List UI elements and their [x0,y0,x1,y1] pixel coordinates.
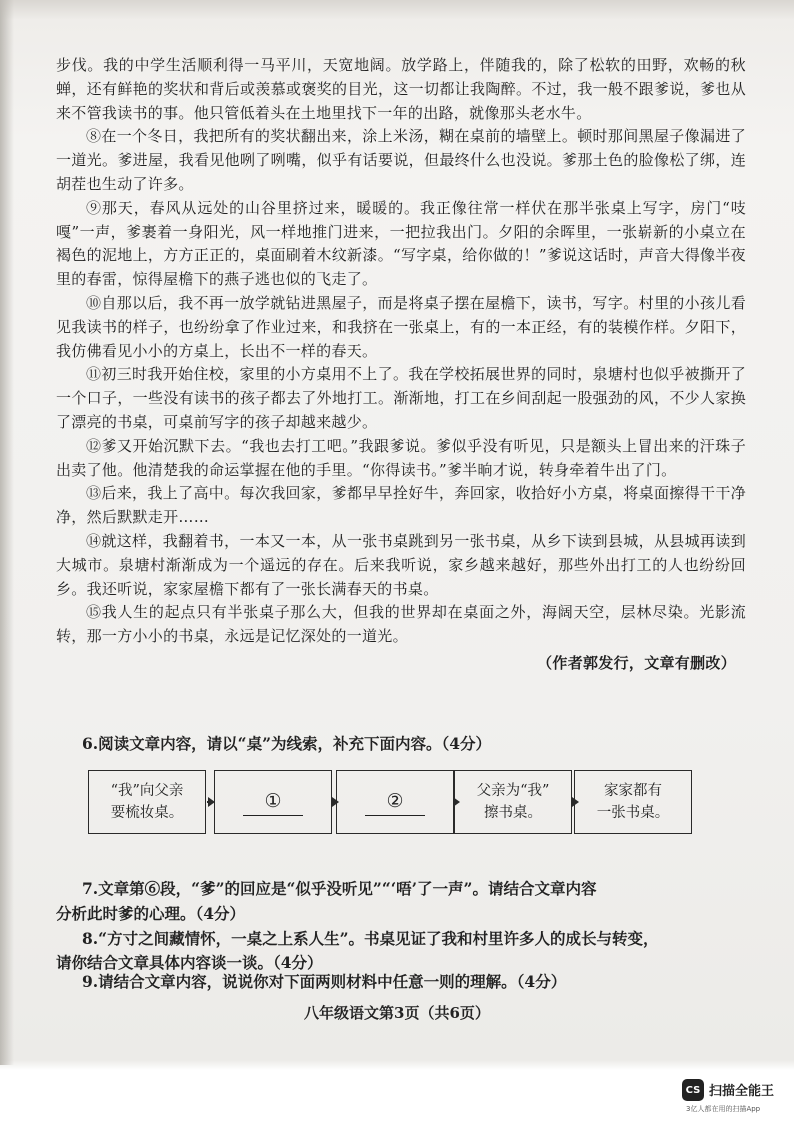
flow-box-4 [454,770,572,834]
flowchart [88,770,738,836]
scanner-watermark [682,1077,792,1117]
flow-box-5 [574,770,692,834]
flow-box-1-line-2: 要梳妆桌。 [110,805,184,821]
flow-box-1-line-1: “我”向父亲 [110,783,184,799]
flow-box-5-line-1: 家家都有 [604,783,662,799]
paragraph-15: ⑮我人生的起点只有半张桌子那么大，但我的世界却在桌面之外，海阔天空，层林尽染。光影流转，那一方小小的书桌，永远是记忆深处的一道光。 [56,603,746,646]
camscanner-logo-icon: CS [682,1079,704,1101]
flow-arrow-1 [207,801,213,803]
paragraph-7-end: 步伐。我的中学生活顺利得一马平川，天宽地阔。放学路上，伴随我的，除了松软的田野，欢畅的秋蝉，还有鲜艳的奖状和背后或羡慕或褒奖的目光，这一切都让我陶醉。不过，我一般不跟爹说，爹也从来不管我读书的事。他只管低着头在土地里找下一年的出路，就像那头老水牛。 [56,56,746,122]
flow-box-3 [336,770,454,834]
paragraph-13: ⑬后来，我上了高中。每次我回家，爹都早早拴好牛，奔回家，收拾好小方桌，将桌面擦得干干净净，然后默默走开…… [56,484,746,527]
paragraph-8: ⑧在一个冬日，我把所有的奖状翻出来，涂上米汤，糊在桌前的墙壁上。顿时那间黑屋子像漏进了一道光。爹进屋，我看见他咧了咧嘴，似乎有话要说，但最终什么也没说。爹那土色的脸像松了绑，连胡茬也生动了许多。 [56,127,746,193]
paragraph-11: ⑪初三时我开始住校，家里的小方桌用不上了。我在学校拓展世界的同时，泉塘村也似乎被撕开了一个口子，一些没有读书的孩子都去了外地打工。渐渐地，打工在乡间刮起一股强劲的风，不少人家换了漂亮的书桌，可桌前写字的孩子却越来越少。 [56,365,746,431]
question-7-line-1: 7.文章第⑥段，“爹”的回应是“似乎没听见”“‘唔’了一声”。请结合文章内容 [82,879,597,898]
flow-box-4-line-2: 擦书桌。 [484,805,542,821]
question-8-line-2: 请你结合文章具体内容谈一谈。（4分） [56,953,323,972]
paragraph-12: ⑫爹又开始沉默下去。“我也去打工吧。”我跟爹说。爹似乎没有听见，只是额头上冒出来的汗珠子出卖了他。他清楚我的命运掌握在他的手里。“你得读书。”爹半晌才说，转身牵着牛出了门。 [56,436,746,479]
question-9: 9.请结合文章内容，说说你对下面两则材料中任意一则的理解。（4分） [82,972,567,991]
question-7-line-2: 分析此时爹的心理。（4分） [56,904,246,923]
watermark-name: 扫描全能王 [709,1084,775,1099]
flow-box-5-line-2: 一张书桌。 [596,805,670,821]
passage [56,54,746,676]
question-6: 6.阅读文章内容，请以“桌”为线索，补充下面内容。（4分） [82,734,492,753]
paragraph-14: ⑭就这样，我翻着书，一本又一本，从一张书桌跳到另一张书桌，从乡下读到县城，从县城再读到大城市。泉塘村渐渐成为一个遥远的存在。后来我听说，家乡越来越好，那些外出打工的人也纷纷回乡。我还听说，家家屋檐下都有了一张长满春天的书桌。 [56,531,746,598]
watermark-tagline: 3亿人都在用的扫描App [686,1105,761,1113]
answer-blank-2[interactable]: ② [365,789,425,816]
flow-box-4-line-1: 父亲为“我” [476,783,550,799]
source-note: （作者郭发行，文章有删改） [537,653,736,672]
paragraph-9: ⑨那天，春风从远处的山谷里挤过来，暖暖的。我正像往常一样伏在那半张桌上写字，房门“吱嘎”一声，爹裹着一身阳光，风一样地推门进来，一把拉我出门。夕阳的余晖里，一张崭新的小桌立在褐色的泥地上，方方正正的，桌面刷着木纹新漆。“写字桌，给你做的！”爹说这话时，声音大得像半夜里的春雷，惊得屋檐下的燕子逃也似的飞走了。 [56,198,746,289]
answer-blank-1[interactable]: ① [243,789,303,816]
question-8-line-1: 8.“方寸之间藏情怀，一桌之上系人生”。书桌见证了我和村里许多人的成长与转变， [82,929,659,948]
paragraph-10: ⑩自那以后，我不再一放学就钻进黑屋子，而是将桌子摆在屋檐下，读书，写字。村里的小孩儿看见我读书的样子，也纷纷拿了作业过来，和我挤在一张桌上，有的一本正经，有的装模作样。夕阳下，我仿佛看见小小的方桌上，长出不一样的春天。 [56,293,746,360]
page-footer: 八年级语文第3页（共6页） [304,1004,490,1022]
flow-box-2 [214,770,332,834]
flow-box-1 [88,770,206,834]
